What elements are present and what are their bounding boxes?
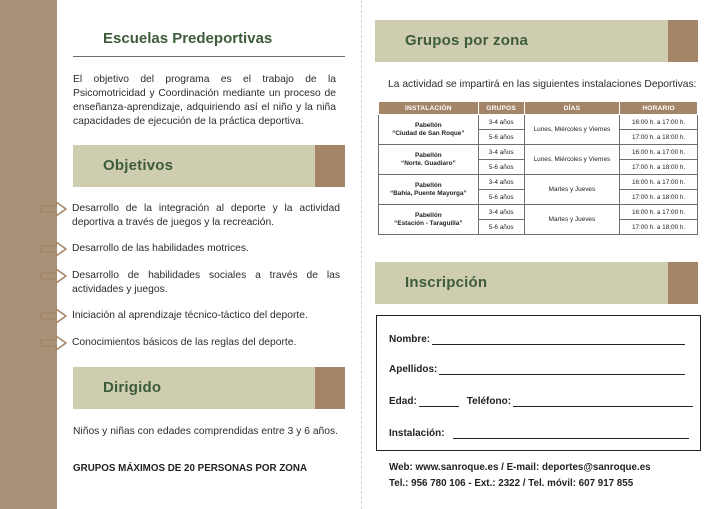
instalacion-line1: Pabellón (415, 121, 442, 129)
band-accent (315, 145, 345, 187)
objetivos-band (73, 145, 345, 187)
instalacion-line2: “Ciudad de San Roque” (392, 129, 465, 137)
objetivo-text: Conocimientos básicos de las reglas del deporte. (72, 337, 297, 348)
grupo-cell: 3-4 años (478, 175, 524, 190)
horario-cell: 17:00 h. a 18:00 h. (620, 190, 698, 205)
arrow-right-icon (40, 308, 68, 324)
table-row (379, 205, 698, 220)
grupos-band (375, 20, 698, 62)
grupo-cell: 5-6 años (478, 190, 524, 205)
contact-phones: Tel.: 956 780 106 - Ext.: 2322 / Tel. móvil: 607 917 855 (389, 478, 634, 489)
instalacion-line2: “Bahía, Puente Mayorga” (389, 189, 467, 197)
grupos-intro: La actividad se impartirá en las siguientes instalaciones Deportivas: (388, 79, 697, 90)
instalacion-line1: Pabellón (415, 151, 442, 159)
horario-cell: 16:00 h. a 17:00 h. (620, 115, 698, 130)
instalacion-line2: “Estación - Taraguilla” (394, 219, 463, 227)
schedule-table (378, 101, 698, 235)
inscripcion-band (375, 262, 698, 304)
instalacion-label: Instalación: (389, 428, 445, 439)
arrow-right-icon (40, 201, 68, 217)
horario-cell: 17:00 h. a 18:00 h. (620, 220, 698, 235)
grupo-cell: 5-6 años (478, 130, 524, 145)
dias-cell: Lunes, Miércoles y Viernes (524, 115, 620, 145)
edad-label: Edad: (389, 396, 417, 407)
arrow-right-icon (40, 268, 68, 284)
horario-cell: 17:00 h. a 18:00 h. (620, 160, 698, 175)
instalacion-line2: “Norte. Guadiaro” (401, 159, 456, 167)
header-grupos: GRUPOS (478, 102, 524, 115)
objetivo-text: Desarrollo de la integración al deporte y la actividad deportiva a través de juegos y la recreación. (72, 203, 340, 228)
horario-cell: 16:00 h. a 17:00 h. (620, 175, 698, 190)
objetivo-item (40, 309, 340, 324)
arrow-right-icon (40, 335, 68, 351)
fold-line (361, 0, 362, 509)
objetivo-text: Desarrollo de habilidades sociales a través de las actividades y juegos. (72, 270, 340, 295)
grupo-cell: 5-6 años (478, 220, 524, 235)
instalacion-line1: Pabellón (415, 181, 442, 189)
apellidos-label: Apellidos: (389, 364, 438, 375)
escuelas-title: Escuelas Predeportivas (103, 30, 273, 47)
header-dias: DÍAS (524, 102, 620, 115)
dirigido-text: Niños y niñas con edades comprendidas entre 3 y 6 años. (73, 426, 339, 437)
header-instalacion: INSTALACIÓN (379, 102, 479, 115)
table-row (379, 145, 698, 160)
contact-web-email: Web: www.sanroque.es / E-mail: deportes@sanroque.es (389, 462, 651, 473)
arrow-right-icon (40, 241, 68, 257)
telefono-field[interactable] (513, 397, 693, 407)
form-row-instalacion (389, 428, 689, 439)
title-divider (73, 56, 345, 57)
objetivo-item (40, 269, 340, 297)
instalacion-field[interactable] (453, 429, 689, 439)
table-header-row (379, 102, 698, 115)
objetivo-text: Desarrollo de las habilidades motrices. (72, 243, 249, 254)
instalacion-line1: Pabellón (415, 211, 442, 219)
instalacion-cell (379, 145, 479, 175)
grupos-title: Grupos por zona (405, 32, 528, 49)
objetivo-text: Iniciación al aprendizaje técnico-táctico del deporte. (72, 310, 308, 321)
horario-cell: 17:00 h. a 18:00 h. (620, 130, 698, 145)
inscripcion-title: Inscripción (405, 274, 488, 291)
band-accent (668, 262, 698, 304)
band-accent (668, 20, 698, 62)
grupos-maximos: GRUPOS MÁXIMOS DE 20 PERSONAS POR ZONA (73, 463, 308, 474)
nombre-field[interactable] (432, 335, 685, 345)
grupo-cell: 3-4 años (478, 205, 524, 220)
band-accent (315, 367, 345, 409)
objetivo-item (40, 336, 340, 351)
instalacion-cell (379, 115, 479, 145)
grupo-cell: 3-4 años (478, 145, 524, 160)
edad-field[interactable] (419, 397, 459, 407)
horario-cell: 16:00 h. a 17:00 h. (620, 205, 698, 220)
dirigido-band (73, 367, 345, 409)
instalacion-cell (379, 205, 479, 235)
dias-cell: Martes y Jueves (524, 175, 620, 205)
dias-cell: Lunes, Miércoles y Viernes (524, 145, 620, 175)
form-row-nombre (389, 334, 685, 345)
form-row-edad-telefono (389, 396, 693, 407)
telefono-label: Teléfono: (466, 396, 512, 407)
nombre-label: Nombre: (389, 334, 431, 345)
grupo-cell: 3-4 años (478, 115, 524, 130)
apellidos-field[interactable] (439, 365, 685, 375)
registration-form (376, 315, 701, 451)
form-row-apellidos (389, 364, 685, 375)
horario-cell: 16:00 h. a 17:00 h. (620, 145, 698, 160)
grupo-cell: 5-6 años (478, 160, 524, 175)
table-row (379, 115, 698, 130)
objetivo-item (40, 242, 340, 257)
table-row (379, 175, 698, 190)
instalacion-cell (379, 175, 479, 205)
objetivo-item (40, 202, 340, 230)
objetivos-title: Objetivos (103, 157, 174, 174)
intro-paragraph: El objetivo del programa es el trabajo de la Psicomotricidad y Coordinación mediante un proceso de enseñanza-aprendizaje, adquiriendo así el niño y la niña capacidades de ejecución de la práctica deportiva. (73, 74, 336, 127)
dias-cell: Martes y Jueves (524, 205, 620, 235)
header-horario: HORARIO (620, 102, 698, 115)
dirigido-title: Dirigido (103, 379, 162, 396)
